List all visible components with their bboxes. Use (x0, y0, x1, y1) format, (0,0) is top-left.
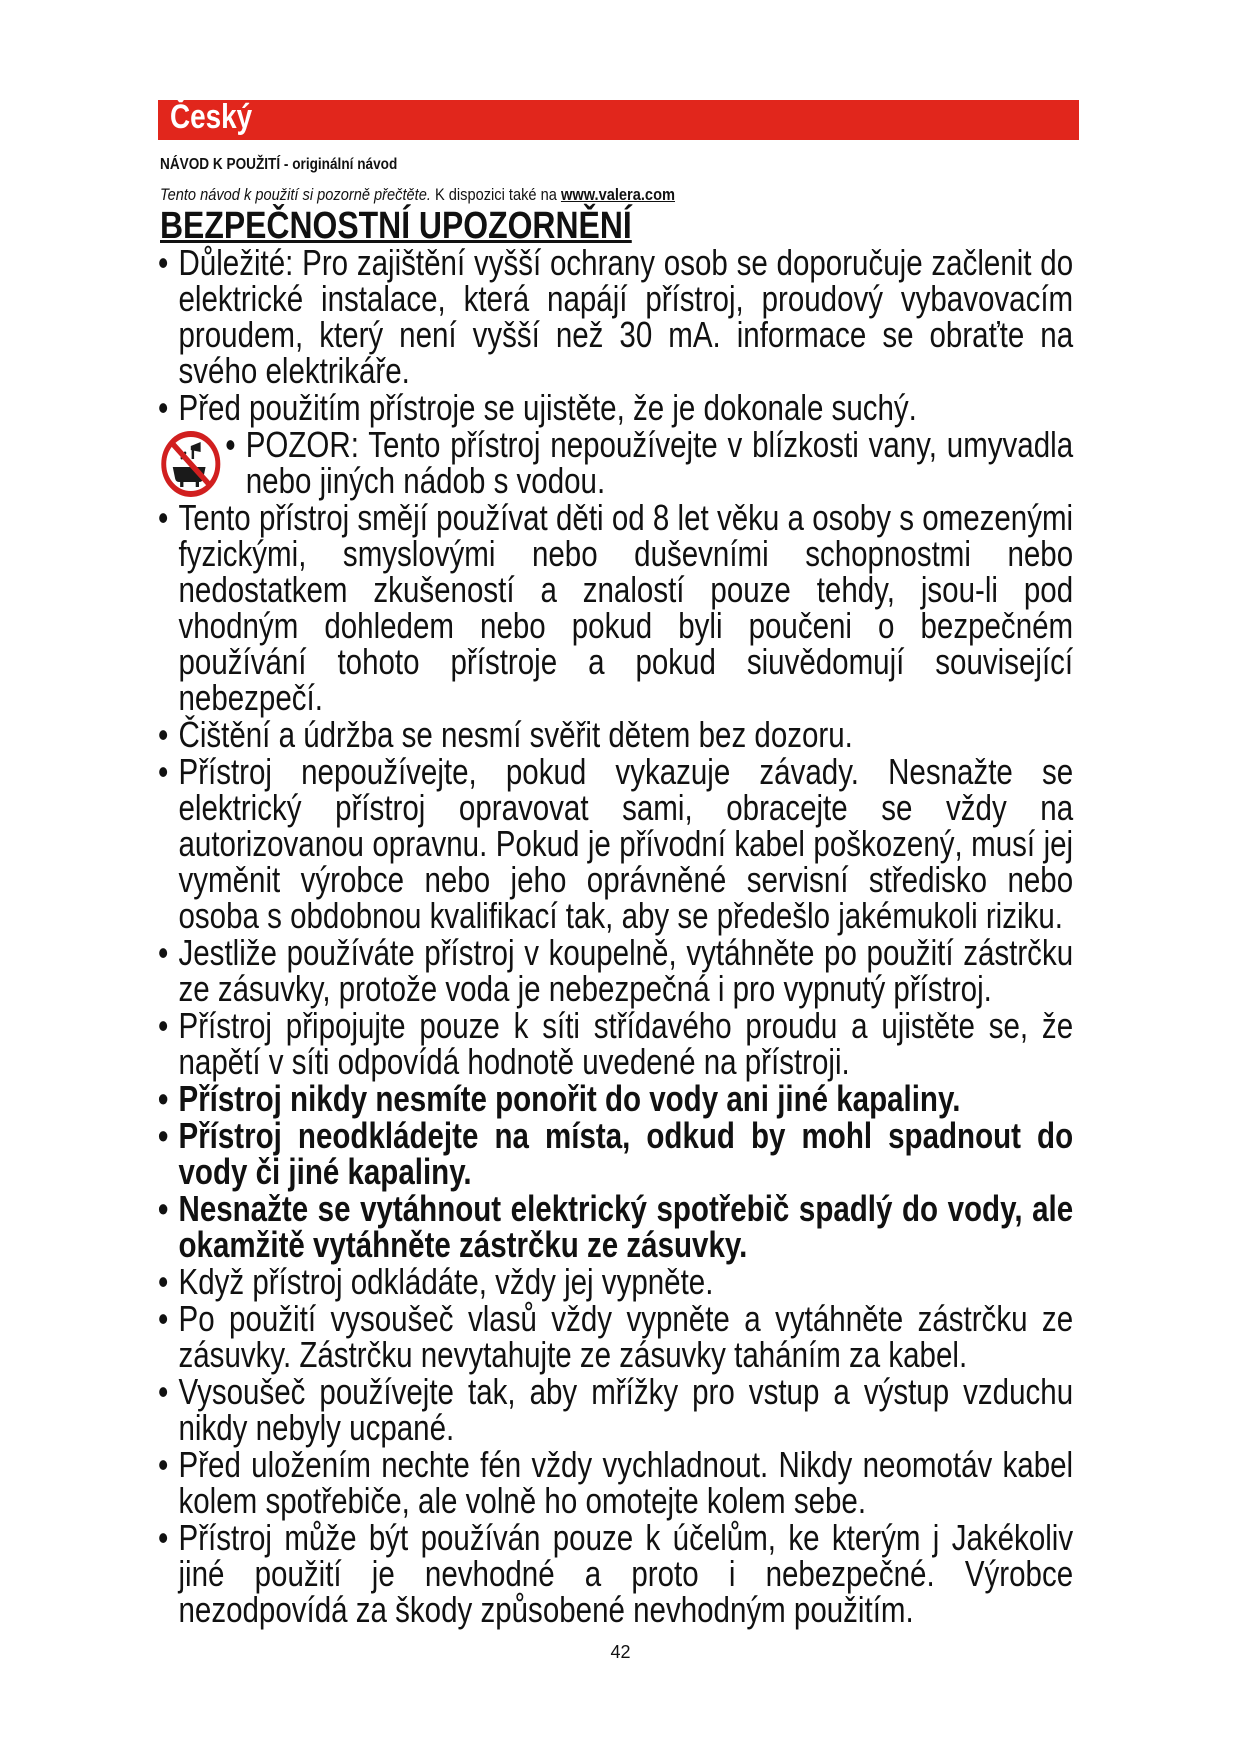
warning-item-unplug: • Po použití vysoušeč vlasů vždy vypněte a vytáhněte zástrčku ze zásuvky. Zástrčku nevytahujte ze zásuvky taháním za kabel. (158, 1301, 1073, 1373)
section-title: BEZPEČNOSTNÍ UPOZORNĚNÍ (160, 205, 632, 247)
warning-item-children: • Tento přístroj smějí používat děti od 8 let věku a osoby s omezenými fyzickými, smyslovými nebo duševními schopnostmi nebo nedostatkem zkušeností a znalostí pouze tehdy, jsou-li pod vhodným dohledem nebo pokud byli poučeni o bezpečném používání tohoto přístroje a pokud siuvědomují související nebezpečí. (158, 500, 1073, 716)
intro-availability: K dispozici také na (434, 185, 557, 204)
warning-item-switch-off: • Když přístroj odkládáte, vždy jej vypněte. (158, 1264, 1073, 1300)
warning-item-rcd: • Důležité: Pro zajištění vyšší ochrany osob se doporučuje začlenit do elektrické instalace, která napájí přístroj, proudový vybavovacím proudem, který není vyšší než 30 mA. informace se obraťte na svého elektrikáře. (158, 245, 1073, 389)
warning-item-cleaning: • Čištění a údržba se nesmí svěřit dětem bez dozoru. (158, 717, 1073, 753)
warning-item-cool-down: • Před uložením nechte fén vždy vychladnout. Nikdy neomotáv kabel kolem spotřebiče, ale volně ho omotejte kolem sebe. (158, 1447, 1073, 1519)
warning-item-purpose: • Přístroj může být používán pouze k účelům, ke kterým j Jakékoliv jiné použití je nevhodné a proto i nebezpečné. Výrobce nezodpovídá za škody způsobené nevhodným použitím. (158, 1520, 1073, 1628)
warning-item-fallen: • Nesnažte se vytáhnout elektrický spotřebič spadlý do vody, ale okamžitě vytáhněte zástrčku ze zásuvky. (158, 1191, 1073, 1263)
language-banner (158, 100, 1079, 140)
warning-item-bathroom: • Jestliže používáte přístroj v koupelně, vytáhněte po použití zástrčku ze zásuvky, protože voda je nebezpečná i pro vypnutý přístroj. (158, 935, 1073, 1007)
warning-text-water: POZOR: Tento přístroj nepoužívejte v blízkosti vany, umyvadla nebo jiných nádob s vodou. (245, 424, 1074, 501)
intro-text: Tento návod k použití si pozorně přečtěte. (160, 185, 431, 204)
warning-item-placement: • Přístroj neodkládejte na místa, odkud by mohl spadnout do vody či jiné kapaliny. (158, 1118, 1073, 1190)
intro-line (160, 185, 675, 205)
warning-item-grilles: • Vysoušeč používejte tak, aby mřížky pro vstup a výstup vzduchu nikdy nebyly ucpané. (158, 1374, 1073, 1446)
warning-item-immerse: • Přístroj nikdy nesmíte ponořit do vody ani jiné kapaliny. (158, 1081, 1073, 1117)
manual-title: NÁVOD K POUŽITÍ - originální návod (160, 156, 398, 173)
warning-item-water (158, 424, 1074, 501)
language-title: Český (170, 98, 253, 136)
safety-warnings-list (158, 242, 1074, 1630)
warning-item-defects: • Přístroj nepoužívejte, pokud vykazuje závady. Nesnažte se elektrický přístroj opravovat sami, obracejte se vždy na autorizovanou opravnu. Pokud je přívodní kabel poškozený, musí jej vyměnit výrobce nebo jeho oprávněné servisní středisko nebo osoba s obdobnou kvalifikací tak, aby se předešlo jakémukoli riziku. (158, 754, 1073, 934)
page-number: 42 (610, 1642, 631, 1662)
warning-item-dry: • Před použitím přístroje se ujistěte, že je dokonale suchý. (158, 390, 1073, 426)
website-link[interactable]: www.valera.com (560, 185, 676, 204)
no-hairdryer-near-bathtub-icon (158, 429, 229, 499)
warning-item-ac-supply: • Přístroj připojujte pouze k síti střídavého proudu a ujistěte se, že napětí v síti odpovídá hodnotě uvedené na přístroji. (158, 1008, 1073, 1080)
